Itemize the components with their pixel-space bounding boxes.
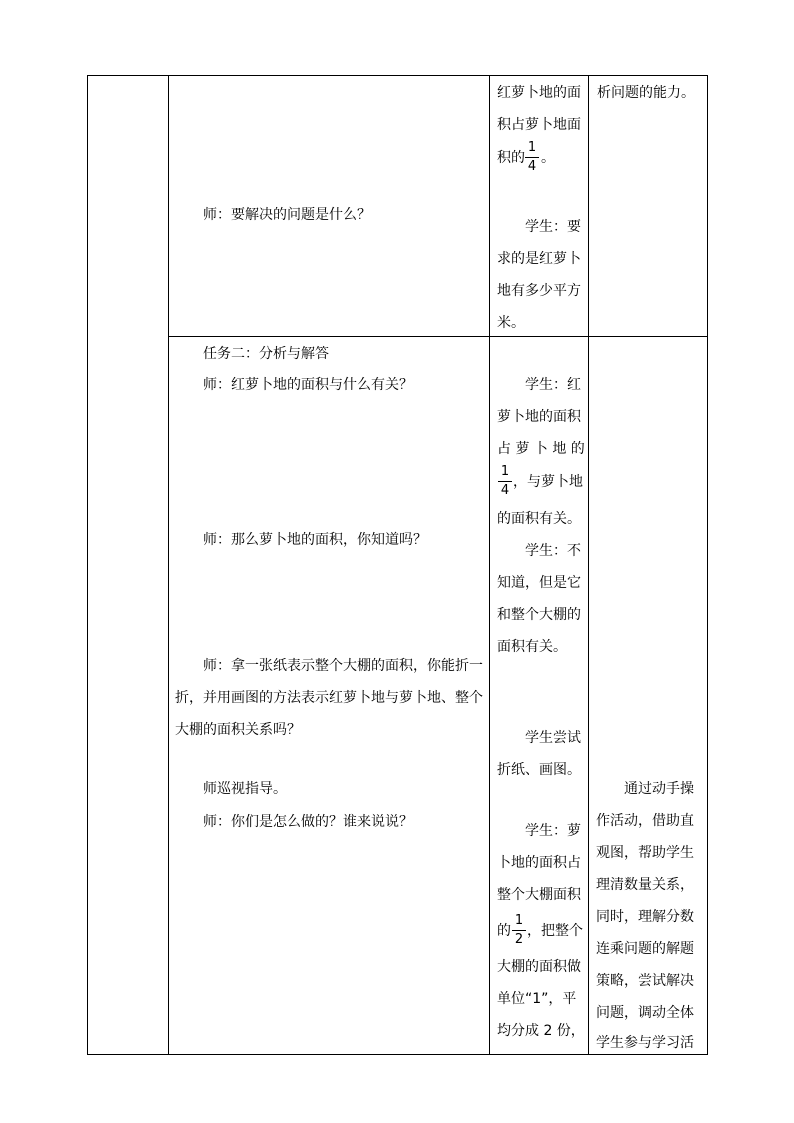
column-divider-2 <box>489 75 490 1055</box>
student-activity-line: 学生尝试 <box>525 730 581 746</box>
student-text-line: 积的 <box>497 150 525 166</box>
student-answer-line: 整个大棚面积 <box>497 887 581 903</box>
column-divider-1 <box>168 75 169 1055</box>
teacher-question: 大棚的面积关系吗？ <box>175 722 301 738</box>
table-border-top <box>87 75 708 76</box>
teacher-question: 师：红萝卜地的面积与什么有关？ <box>203 377 413 393</box>
student-answer-line: 地有多少平方 <box>497 283 581 299</box>
student-answer-line: 学生：要 <box>525 219 581 235</box>
fraction-bar <box>498 481 512 482</box>
teacher-question: 师：你们是怎么做的？谁来说说？ <box>203 814 413 830</box>
teacher-question: 折，并用画图的方法表示红萝卜地与萝卜地、整个 <box>175 690 483 706</box>
design-intent-line: 作活动，借助直 <box>596 813 694 829</box>
student-answer-line: 的面积有关。 <box>497 511 581 527</box>
fraction-numerator: 1 <box>500 464 510 479</box>
student-activity-line: 折纸、画图。 <box>497 762 581 778</box>
design-intent-line: 同时，理解分数 <box>596 909 694 925</box>
design-intent-line: 问题，调动全体 <box>596 1005 694 1021</box>
student-answer-line: 萝卜地的面积 <box>497 409 581 425</box>
student-answer-line: 均分成 2 份， <box>497 1023 585 1039</box>
student-answer-line: 占 萝 卜 地 的 <box>497 441 585 457</box>
design-intent-line: 通过动手操 <box>624 781 694 797</box>
design-intent-line: 理清数量关系， <box>596 877 694 893</box>
table-border-left <box>87 75 88 1055</box>
fraction-denominator: 2 <box>514 932 524 947</box>
student-answer-line: 学生：不 <box>525 543 581 559</box>
student-answer-line: 学生：萝 <box>525 823 581 839</box>
student-answer-line: 和整个大棚的 <box>497 607 581 623</box>
student-answer-line: 面积有关。 <box>497 639 567 655</box>
row-divider <box>168 336 708 337</box>
student-answer-line: ，把整个 <box>527 923 583 939</box>
student-text-line: 。 <box>541 150 555 166</box>
student-answer-line: 单位“1”，平 <box>497 991 577 1007</box>
design-intent-line: 策略，尝试解决 <box>596 973 694 989</box>
table-border-bottom <box>87 1054 708 1055</box>
teacher-question: 师：那么萝卜地的面积，你知道吗？ <box>203 532 427 548</box>
student-answer-line: 知道，但是它 <box>497 575 581 591</box>
student-answer-line: 卜地的面积占 <box>497 855 581 871</box>
student-answer-line: ，与萝卜地 <box>513 474 583 490</box>
fraction-one-quarter <box>524 141 540 174</box>
fraction-bar <box>512 930 526 931</box>
student-text-line: 积占萝卜地面 <box>497 117 581 133</box>
design-intent-text: 析问题的能力。 <box>597 85 695 101</box>
teacher-action: 师巡视指导。 <box>203 781 287 797</box>
student-answer-line: 求的是红萝卜 <box>497 251 581 267</box>
design-intent-line: 连乘问题的解题 <box>596 941 694 957</box>
teacher-question: 师：拿一张纸表示整个大棚的面积，你能折一 <box>203 658 483 674</box>
fraction-numerator: 1 <box>514 913 524 928</box>
fraction-bar <box>525 157 539 158</box>
design-intent-line: 学生参与学习活 <box>596 1035 694 1051</box>
student-answer-line: 米。 <box>497 315 525 331</box>
table-border-right <box>707 75 708 1055</box>
fraction-numerator: 1 <box>527 140 537 155</box>
teacher-question-goal: 师：要解决的问题是什么？ <box>203 207 371 223</box>
student-answer-line: 学生：红 <box>525 377 581 393</box>
fraction-denominator: 4 <box>527 159 537 174</box>
student-text-line: 红萝卜地的面 <box>497 85 581 101</box>
lesson-plan-table <box>87 75 708 1055</box>
design-intent-line: 观图，帮助学生 <box>596 845 694 861</box>
fraction-one-quarter <box>497 465 513 498</box>
student-answer-line: 的 <box>497 923 511 939</box>
task-title: 任务二：分析与解答 <box>203 346 329 362</box>
student-answer-line: 大棚的面积做 <box>497 959 581 975</box>
column-divider-3 <box>588 75 589 1055</box>
fraction-one-half <box>511 914 527 947</box>
fraction-denominator: 4 <box>500 483 510 498</box>
